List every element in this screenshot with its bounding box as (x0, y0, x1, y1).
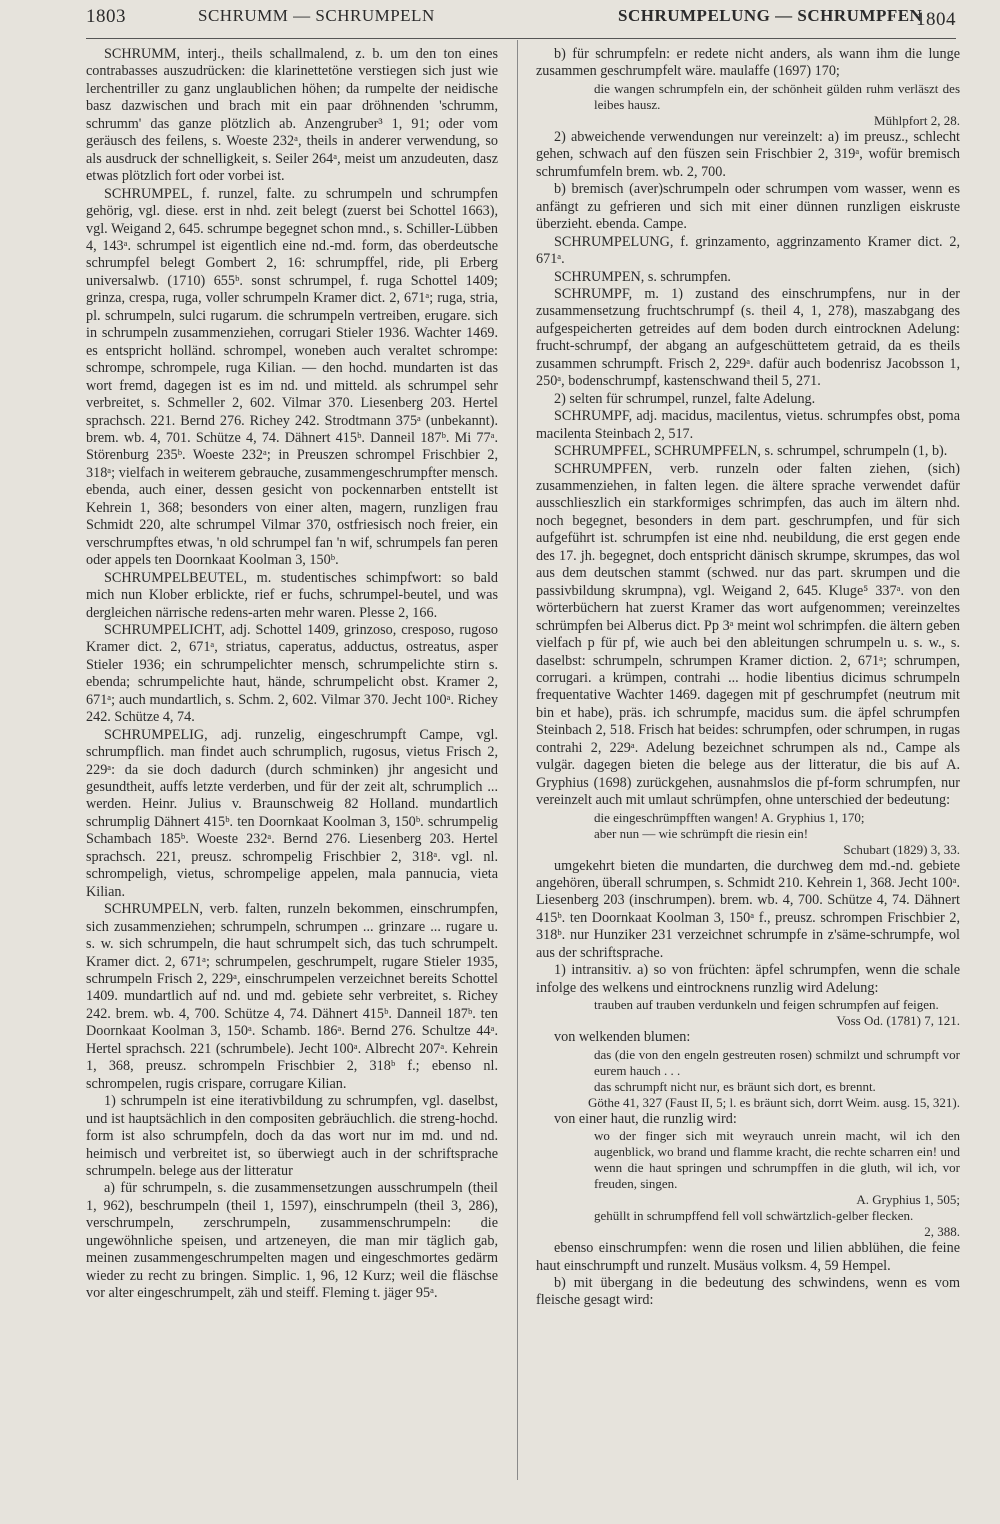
entry-schrumpel: SCHRUMPEL, f. runzel, falte. zu schrumpeln und schrumpfen gehörig, vgl. diese. erst in nhd. zeit belegt (zuerst bei Schottel 1663), vgl. Weigand 2, 645. schrumpe begegnet schon mnd., s. Schiller-Lübben 4, 143ᵃ. schrumpel ist eigentlich eine nd.-md. form, das oberdeutsche schrumpfel belegt Gombert 2, 16: schrumpffel, ride, pli Erberg universalwb. (1710) 655ᵇ. sonst schrumpel, f. ruga Schottel 1409; grinza, crespa, ruga, voller schrumpeln Kramer dict. 2, 671ᵃ; ruga, stria, pl. schrumpeln, sulci rugarum. die schrumpeln vertreiben, erugare. sich in schrumpeln zusammenziehen, corrugari Stieler 1936. Wachter 1469. es entspricht holländ. schrompel, woneben auch veraltet schrompe: schrompe, schrompele, ruga Kilian. — den hochd. mundarten ist das wort fremd, dagegen ist es im nd. und mitteld. als schrumpel sehr verbreitet, s. Schmeller 2, 602. Vilmar 370. Liesenberg 203. Hertel sprachsch. 221. Bernd 276. Richey 242. Strodtmann 375ᵃ (unbekannt). brem. wb. 4, 701. Schütze 4, 74. Dähnert 415ᵇ. Danneil 187ᵇ. Mi 77ᵃ. Störenburg 235ᵇ. Woeste 232ᵃ; in Preuszen schrompel Frischbier 2, 318ᵃ; vielfach in weiterem gebrauche, zusammengeschrumpfter mensch. ebenda, auch einer, dessen gesicht von pockennarben entstellt ist Kehrein 1, 368; besonders von einer alten, magern, runzligen frau Schmidt 220, alte schrumpel Vilmar 370, ostfriesisch noch freier, ein verschrumpftes etwas, 'n old schrumpel fan 'n wif, schrumpels fan peren oder appels ten Doornkaat Koolman 3, 150ᵇ. (86, 185, 498, 569)
left-column (86, 46, 498, 1303)
entry-schrumpf-noun: SCHRUMPF, m. 1) zustand des einschrumpfens, nur in der zusammensetzung fruchtschrumpf (s. theil 4, 1, 278), maszabgang des aufgespeicherten getreides auf dem boden durch eintrocknen Adelung: frucht-schrumpf, der abgang an aufgeschüttetem getraid, da es theils zusammen schrumpft. Frisch 2, 229ᵃ. dafür auch bodenrisz Jacobsson 1, 250ᵃ, bodenschrumpf, kastenschwand theil 5, 271. (536, 285, 960, 390)
cite-muehlpfort: Mühlpfort 2, 28. (874, 112, 960, 128)
label-welkende-blumen: von welkenden blumen: (554, 1029, 691, 1046)
entry-schrumpelig: SCHRUMPELIG, adj. runzelig, eingeschrumpft Campe, vgl. schrumpflich. man findet auch schrumplich, rugosus, vietus Frisch 2, 229ᵃ: da sie doch dadurch (durch schminken) jhr angesicht und gesundtheit, auffs letzte verderben, und für der zeit alt, schrumplich ... werden. Heinr. Julius v. Braunschweig 82 Holland. mundartlich schrumplig Dähnert 415ᵇ. ten Doornkaat Koolman 3, 150ᵇ. schrumpelig Schambach 185ᵇ. Woeste 232ᵃ. Bernd 276. Liesenberg 203. Hertel sprachsch. 221, preusz. schrompelig Frischbier 2, 318ᵃ. vgl. nl. schrompeligh, vietus, schrompelige appelen, mala pannucia, vieta Kilian. (86, 726, 498, 900)
entry-schrumpen: SCHRUMPEN, s. schrumpfen. (554, 268, 731, 285)
quote-riesin: aber nun — wie schrümpft die riesin ein! (594, 825, 809, 841)
schrumpfen-sense-1b: b) mit übergang in die bedeutung des schwindens, wenn es vom fleische gesagt wird: (536, 1275, 960, 1309)
schrumpfen-sense-1a: 1) intransitiv. a) so von früchten: äpfel schrumpfen, wenn die schale infolge des welkens und eintrocknens runzlig wird Adelung: (536, 962, 960, 996)
entry-schrumpf-adj: SCHRUMPF, adj. macidus, macilentus, vietus. schrumpfes obst, poma macilenta Steinbach 2, 517. (536, 408, 960, 442)
cite-gryphius-505: A. Gryphius 1, 505; (856, 1192, 960, 1208)
quote-fell: gehüllt in schrumpffend fell voll schwärtzlich-gelber flecken. (594, 1208, 914, 1224)
quote-gryphius-wangen: die eingeschrümpfften wangen! A. Gryphius 1, 170; (594, 809, 865, 825)
cite-voss: Voss Od. (1781) 7, 121. (836, 1013, 960, 1029)
cite-388: 2, 388. (924, 1224, 960, 1240)
schrumpfen-mundarten: umgekehrt bieten die mundarten, die durchweg dem md.-nd. gebiete angehören, überall schrumpen, s. Schmidt 210. Kehrein 1, 368. Jecht 100ᵃ. Liesenberg 203 (inschrumpen). brem. wb. 4, 700. Schütze 4, 74. Dähnert 415ᵇ. ten Doornkaat Koolman 3, 150ᵃ f., preusz. schrompen Frischbier 2, 318ᵇ. nur Hunziker 231 verzeichnet schrumpfe in z'säme-schrumpfe, wol aus der schriftsprache. (536, 857, 960, 961)
right-running-title: SCHRUMPELUNG — SCHRUMPFEN (618, 6, 923, 25)
schrumpeln-sense-1b: b) für schrumpfeln: er redete nicht anders, als wann ihm die lunge zusammen geschrumpfelt wäre. maulaffe (1697) 170; (536, 46, 960, 80)
entry-schrumpfen: SCHRUMPFEN, verb. runzeln oder falten ziehen, (sich) zusammenziehen, in falten legen. die ältere sprache verwendet dafür ausschlieszlich ein starkformiges schrimpfen, das auch im ältern nhd. noch begegnet, besonders in dem part. geschrumpfen, und für sich aufgeführt ist. schrumpfen ist eine nhd. neubildung, die erst gegen ende des 17. jh. begegnet, doch entspricht dänisch skrumpe, skrumpes, das wol aus dem deutschen stammt (schwed. nur das part. skrumpen und die passivbildung skrumpna), vgl. Weigand 2, 645. Kluge⁵ 337ᵃ. von den wörterbüchern hat zuerst Kramer das wort aufgenommen; vereinzeltes schrümpfen bei Alberus dict. Pp 3ᵃ meint wol schrimpfen. die ältern geben vielfach p für pf, wie auch bei den ableitungen schrumpeln u. s. w., s. daselbst: schrumpeln, schrumpen Kramer diction. 2, 671ᵃ; schrumpen, corrugari. a krümpen, contrahi ... hodie libentius dicimus schrumpeln frequentative Wachter 1469. dagegen mit pf geschrumpfet (neutrum mit bin et habe), präs. ich schrumpfe, macidus sum. die äpfel schrumpfen Steinbach 2, 518. Frisch hat beides: schrumpfen, oder schrumpen, in rugas contrahi 2, 229ᵃ. Adelung bezeichnet schrumpen als nd., Campe als vulgär. dagegen bieten die belege aus der litteratur, die bis auf A. Gryphius (1698) zurückgehen, ausnahmslos die pf-form schrumpfen, nur vereinzelt auch mit umlaut schrümpfen, ohne unterschied der bedeutung: (536, 460, 960, 809)
quote-rosen: das (die von den engeln gestreuten rosen) schmilzt und schrumpft vor eurem hauch . . . (594, 1046, 960, 1078)
entry-schrumpelicht: SCHRUMPELICHT, adj. Schottel 1409, grinzoso, cresposo, rugoso Kramer dict. 2, 671ᵃ, striatus, caperatus, adductus, ostreatus, asper Stieler 1936; ein schrumpelichter mensch, schrumpelichte stirn s. ebenda; schrumpelichte haut, hände, schrumpelicht obst. Kramer 2, 671ᵃ; auch mundartlich, s. Schm. 2, 602. Vilmar 370. Jecht 100ᵃ. Richey 242. Schütze 4, 74. (86, 621, 498, 726)
schrumpeln-sense-2a: 2) abweichende verwendungen nur vereinzelt: a) im preusz., schlecht gehen, schwach auf den füszen sein Frischbier 2, 319ᵃ, wofür bremisch schrumfumfeln brem. wb. 2, 700. (536, 128, 960, 180)
quote-braeunt: das schrumpft nicht nur, es bräunt sich dort, es brennt. (594, 1078, 876, 1094)
running-head (86, 4, 956, 34)
label-runzlige-haut: von einer haut, die runzlig wird: (554, 1110, 737, 1127)
quote-weyrauch: wo der finger sich mit weyrauch unrein macht, wil ich den augenblick, wo brand und flamme kracht, die rechte scharren ein! und wenn die haut springen und schrumpffen in die gluth, wil ich, vor freuden, singen. (594, 1128, 960, 1192)
schrumpeln-sense-1: 1) schrumpeln ist eine iterativbildung zu schrumpfen, vgl. daselbst, und ist hauptsächlich in den compositen gebräuchlich. die streng-hochd. form ist also schrumpfeln, doch da das wort nur im md. und nd. heimisch und verbreitet ist, so überwiegt auch in der schriftsprache schrumpeln. belege aus der litteratur (86, 1093, 498, 1179)
column-divider (517, 40, 518, 1480)
schrumpeln-sense-1a: a) für schrumpeln, s. die zusammensetzungen ausschrumpeln (theil 1, 962), beschrumpeln (theil 1, 1597), einschrumpeln (theil 3, 286), verschrumpeln, zerschrumpeln, zusammenschrumpeln: die ungewöhnliche speisen, und artzeneyen, die man mir täglich gab, meinen zusammengeschrumpelten magen und eingeschmortes gedärm wieder zu recht zu bringen. Simplic. 1, 96, 12 Kurz; weil die fläschse vor alter eingeschrumpelt, zäh und steiff. Fleming t. jäger 95ᵃ. (86, 1180, 498, 1302)
quote-wangen: die wangen schrumpfeln ein, der schönheit gülden ruhm verläszt des leibes hausz. (594, 80, 960, 112)
entry-schrumpelbeutel: SCHRUMPELBEUTEL, m. studentisches schimpfwort: so bald mich nun Klober erblickte, rief er fuchs, schrumpel-beutel, und was dergleichen närrische redens-arten mehr waren. Plesse 2, 166. (86, 569, 498, 621)
left-page-number: 1803 (86, 6, 126, 27)
left-running-title: SCHRUMM — SCHRUMPELN (198, 6, 435, 25)
schrumpeln-sense-2b: b) bremisch (aver)schrumpeln oder schrumpen vom wasser, wenn es anfängt zu gefrieren und sich mit einer dünnen runzligen eiskruste überzieht. ebenda. Campe. (536, 181, 960, 233)
entry-schrumpelung: SCHRUMPELUNG, f. grinzamento, aggrinzamento Kramer dict. 2, 671ᵃ. (536, 233, 960, 268)
cite-goethe: Göthe 41, 327 (Faust II, 5; l. es bräunt sich, dorrt Weim. ausg. 15, 321). (587, 1094, 960, 1110)
entry-schrumm: SCHRUMM, interj., theils schallmalend, z. b. um den ton eines contrabasses auszudrücken: die klarinettetöne verstiegen sich just wie lerchentriller zu ganz unglaublichen höhen; da rumpelte der neidische basz dazwischen und brach mit ein paar dröhnenden 'schrumm, schrumm' das ganze plötzlich ab. Anzengruber³ 1, 91; oder vom geräusch des feilens, s. Woeste 232ᵃ, theils in anderer verwendung, so als ausdruck der schnelligkeit, s. Seiler 264ᵃ, meist um anzudeuten, dasz etwas plötzlich fort oder vorbei ist. (86, 46, 498, 185)
cite-schubart: Schubart (1829) 3, 33. (843, 841, 960, 857)
right-column (536, 46, 960, 1310)
right-page-number: 1804 (916, 9, 956, 30)
entry-schrumpfel: SCHRUMPFEL, SCHRUMPFELN, s. schrumpel, schrumpeln (1, b). (554, 443, 948, 460)
header-rule (86, 38, 956, 39)
entry-schrumpeln: SCHRUMPELN, verb. falten, runzeln bekommen, einschrumpfen, sich zusammenziehen; schrumpeln, schrumpen ... grinzare ... rugare u. s. w. sich schrumpeln, die haut schrumpelt sich, das tuch schrumpelt. Kramer dict. 2, 671ᵃ; schrumpelen, geschrumpelt, rugare Stieler 1935, schrumpeln Frisch 2, 229ᵃ, einschrumpelen verzeichnet bereits Schottel 1409. mundartlich auf nd. und md. gebiete sehr verbreitet, s. Richey 242. brem. wb. 4, 700. Schütze 4, 74. Dähnert 415ᵇ. Danneil 187ᵇ. ten Doornkaat Koolman 3, 150ᵃ. Schamb. 186ᵃ. Bernd 276. Schultze 44ᵃ. Hertel sprachsch. 221 (schrumbele). Jecht 100ᵃ. Albrecht 207ᵃ. Kehrein 1, 368, preusz. schrompeln Frischbier 2, 318ᵇ f.; ebenso nl. schrompelen, rugis crispare, corrugare Kilian. (86, 901, 498, 1092)
schrumpf-sense-2: 2) selten für schrumpel, runzel, falte Adelung. (554, 390, 816, 407)
schrumpfen-einschrumpfen: ebenso einschrumpfen: wenn die rosen und lilien abblühen, die feine haut einschrumpft und runzelt. Musäus volksm. 4, 59 Hempel. (536, 1240, 960, 1274)
quote-trauben: trauben auf trauben verdunkeln und feigen schrumpfen auf feigen. (594, 997, 939, 1013)
